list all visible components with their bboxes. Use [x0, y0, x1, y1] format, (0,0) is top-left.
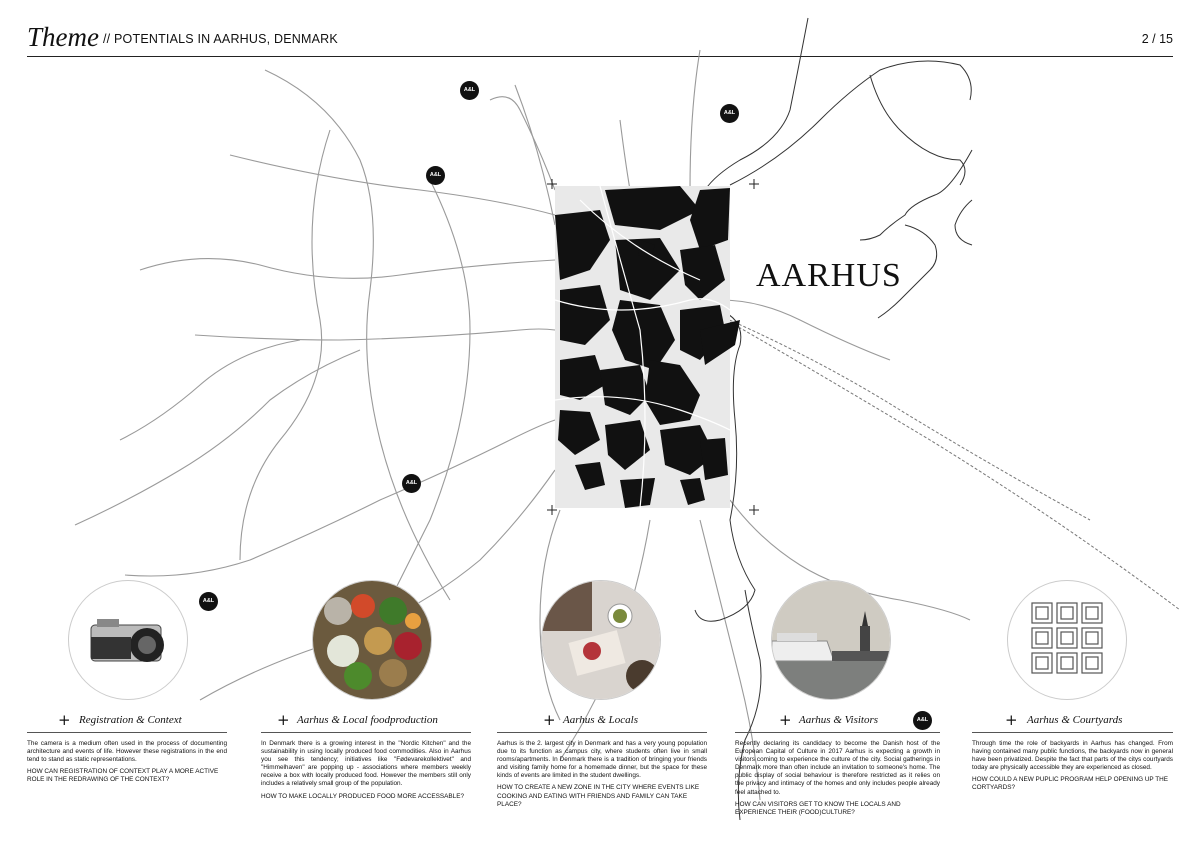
section-body-locals: Aarhus is the 2. largest city in Denmark and has a very young population due to its function as campus city, where students often live in small rooms/apartments. In Denmark there is a tradition of bringing your friends and visiting family home for a homemade dinner, but the space for these kinds of events are limited in the student dwellings. HOW TO CREATE A NEW ZONE IN THE CITY WHERE EVENTS LIKE COOKING AND EATING WITH FRIENDS AND FAMILY CAN TAKE PLACE? [497, 740, 707, 808]
map-pin-5[interactable]: A&L [199, 592, 218, 611]
plus-icon: + [779, 711, 792, 729]
section-title-courtyards: + Aarhus & Courtyards [972, 712, 1173, 733]
courtyard-grid-icon [1008, 581, 1126, 699]
cooking-image [541, 580, 661, 700]
map-pin-1[interactable]: A&L [460, 81, 479, 100]
camera-icon [69, 581, 187, 699]
courtyard-diagram [1007, 580, 1127, 700]
map-pin-2[interactable]: A&L [720, 104, 739, 123]
section-title-registration: + Registration & Context [27, 712, 227, 733]
theme-title: Theme [27, 22, 99, 52]
city-label: AARHUS [756, 257, 902, 294]
plus-icon: + [277, 711, 290, 729]
section-title-foodproduction: + Aarhus & Local foodproduction [261, 712, 471, 733]
theme-subtitle: // POTENTIALS IN AARHUS, DENMARK [103, 32, 338, 46]
section-body-foodproduction: In Denmark there is a growing interest in the "Nordic Kitchen" and the sustainability in using locally produced food commodities. Also in Aarhus you see this tendency; initiatives like "Fødevarekollektivet" and "Himmelhaven" are popping up - associations where members weekly receive a box with locally produced food. However the members still only includes a relatively small group of the population. HOW TO MAKE LOCALLY PRODUCED FOOD MORE ACCESSABLE? [261, 740, 471, 800]
plus-icon: + [543, 711, 556, 729]
section-body-courtyards: Through time the role of backyards in Aarhus has changed. From having contained many public functions, the backyards now in general have been privatized. Despite the fact that parts of the citys courtyards today are physically accessible they are experienced as closed. HOW COULD A NEW PUPLIC PROGRAM HELP OPENING UP THE CORTYARDS? [972, 740, 1173, 792]
cooking-icon [542, 581, 660, 699]
map-pin-4[interactable]: A&L [402, 474, 421, 493]
section-title-visitors: + Aarhus & Visitors [735, 712, 940, 733]
map-pin-6[interactable]: A&L [913, 711, 932, 730]
map-pin-3[interactable]: A&L [426, 166, 445, 185]
ship-icon [772, 581, 890, 699]
plus-icon: + [1005, 711, 1018, 729]
page-number: 2 / 15 [1141, 32, 1173, 46]
vegetables-icon [313, 581, 431, 699]
food-image [312, 580, 432, 700]
section-title-locals: + Aarhus & Locals [497, 712, 707, 733]
section-body-visitors: Recently declaring its candidacy to become the Danish host of the European Capital of Culture in 2017 Aarhus is expecting a growth in visitors coming to experience the culture of the city. Social gatherings in Denmark more than often include an invitation to someone's home. The public display of social behaviour is therefore restricted as it relies on the privacy and intimacy of the homes and only includes people already feel attached to. HOW CAN VISITORS GET TO KNOW THE LOCALS AND EXPERIENCE THEIR (FOOD)CULTURE? [735, 740, 940, 816]
camera-image [68, 580, 188, 700]
plus-icon: + [58, 711, 71, 729]
section-body-registration: The camera is a medium often used in the process of documenting architecture and events of life. However these registrations in the end tend to stand as static representations. HOW CAN REGISTRATION OF CONTEXT PLAY A MORE ACTIVE ROLE IN THE REDRAWING OF THE CONTEXT? [27, 740, 227, 784]
ship-image [771, 580, 891, 700]
